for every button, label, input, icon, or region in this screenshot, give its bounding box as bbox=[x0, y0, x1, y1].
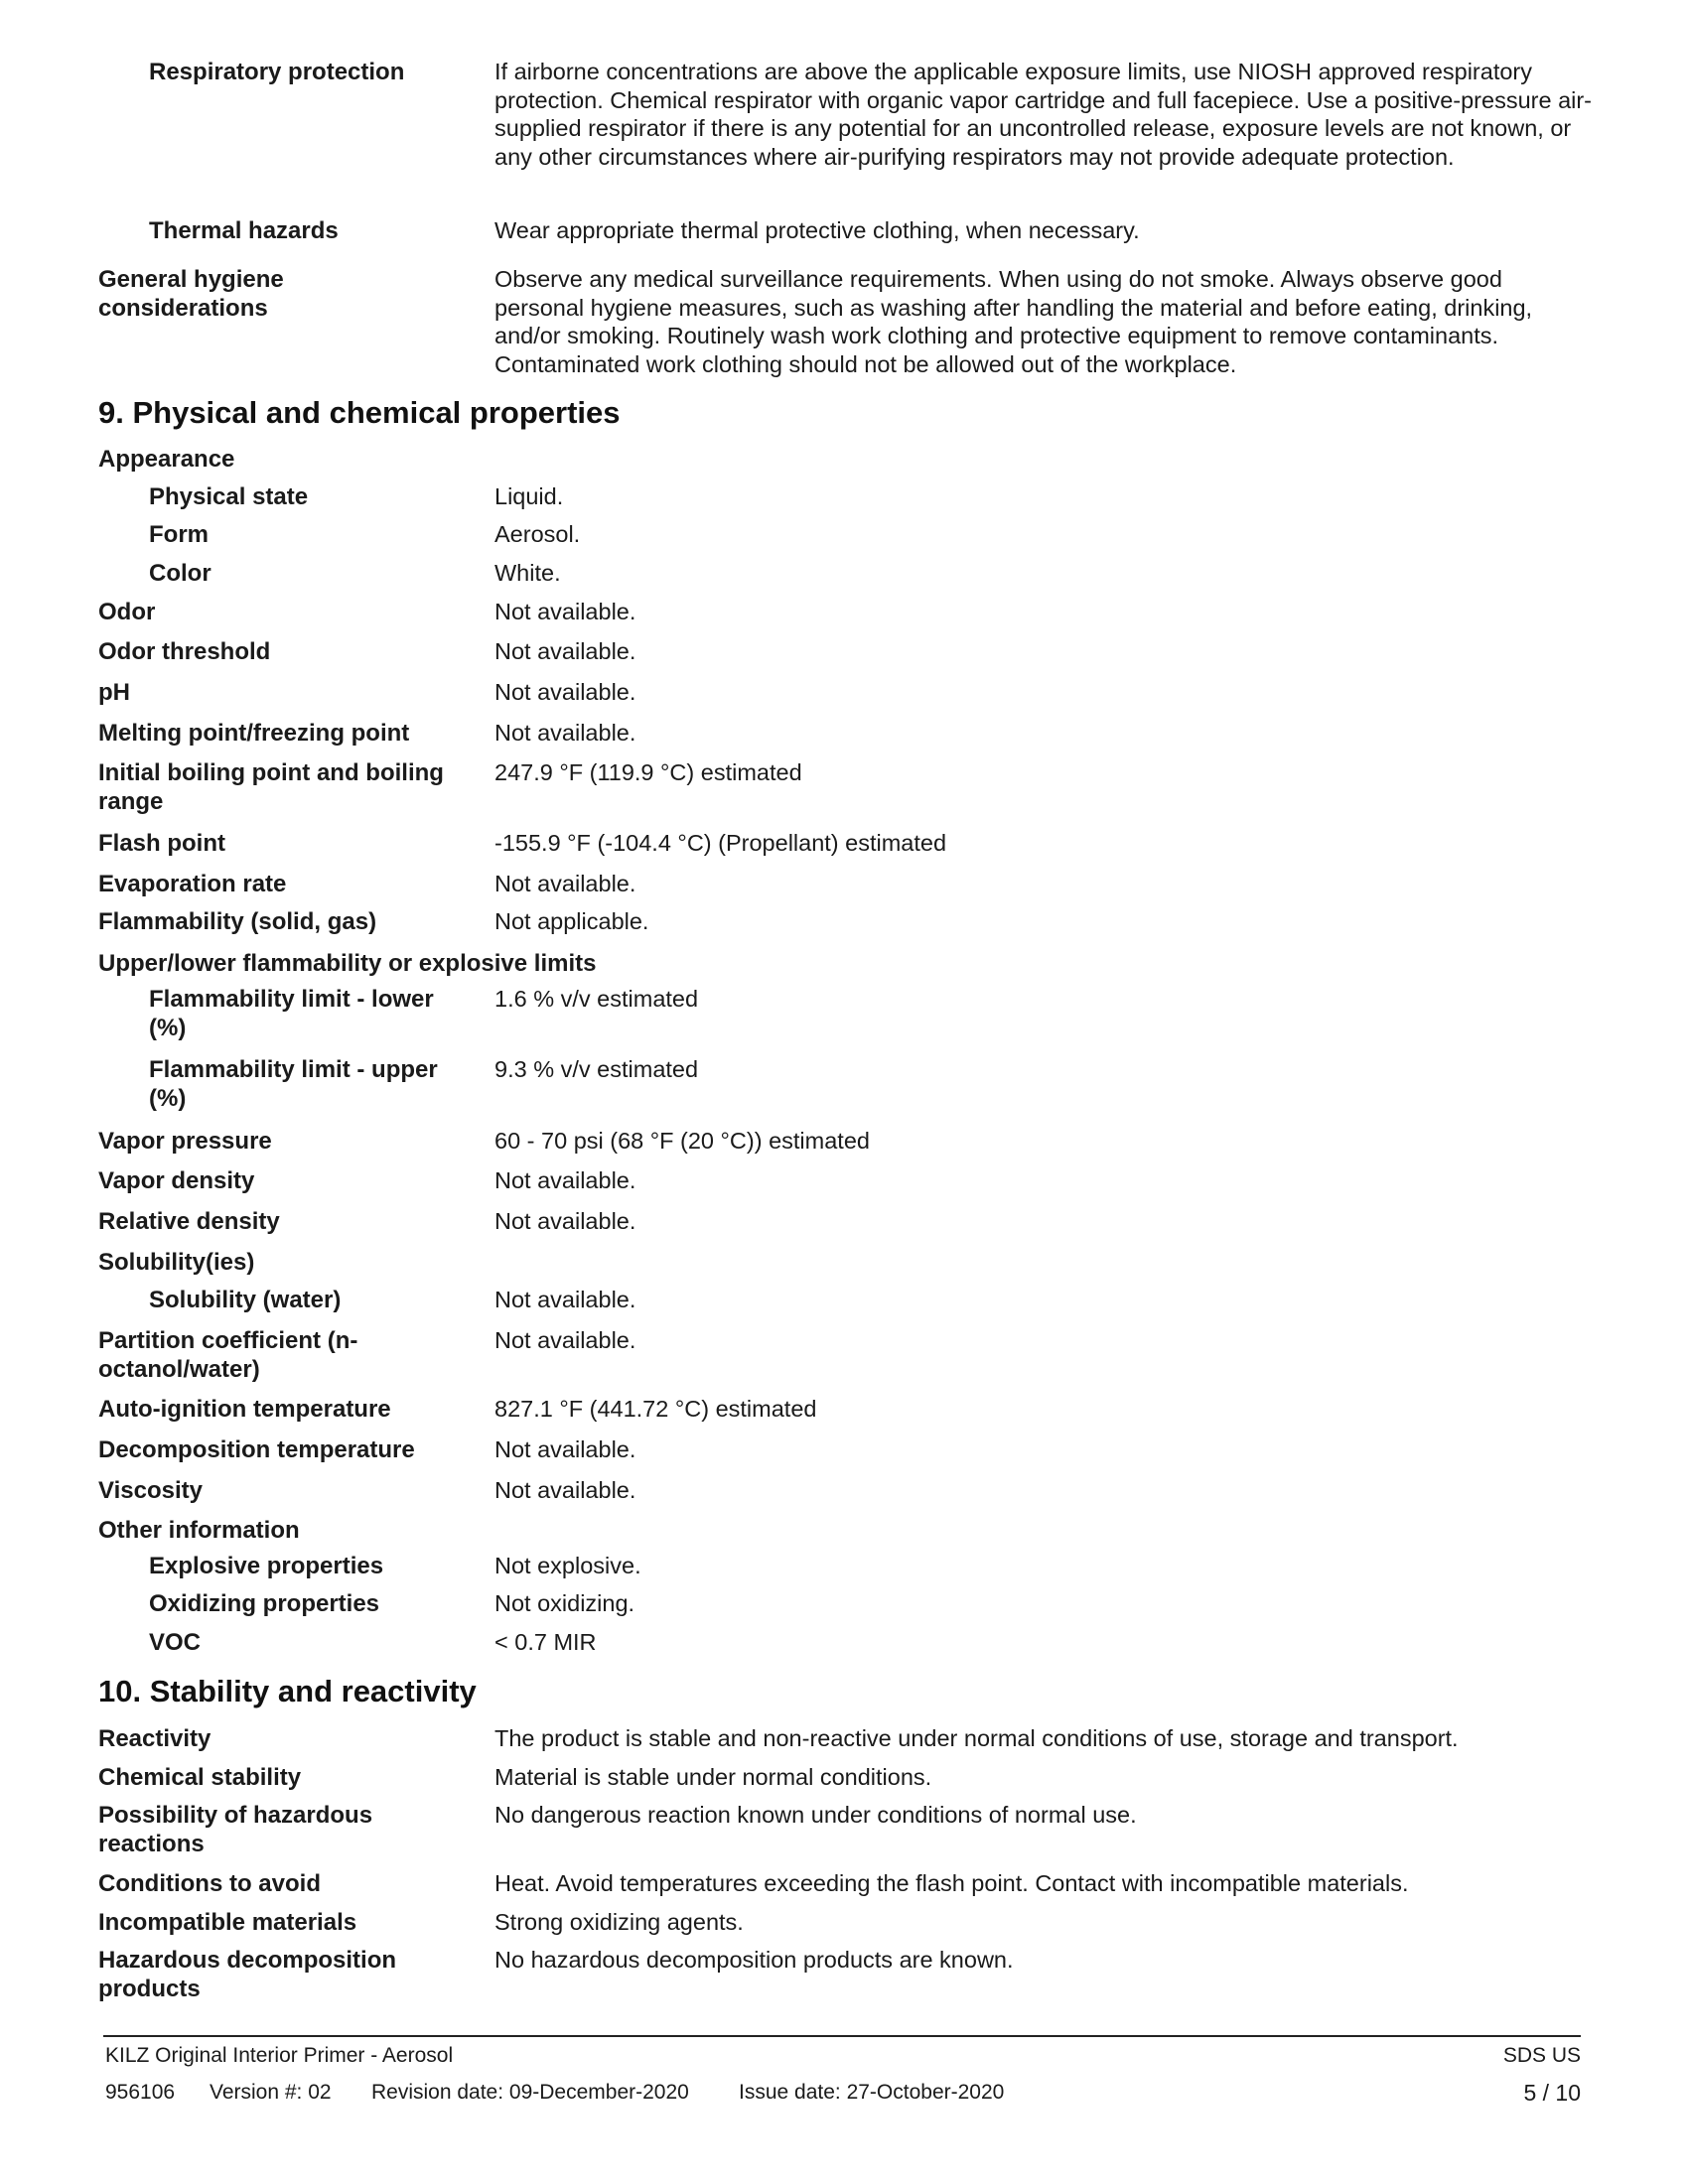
melting-point-label: Melting point/freezing point bbox=[98, 720, 410, 747]
voc-label: VOC bbox=[149, 1629, 202, 1656]
respiratory-protection-label: Respiratory protection bbox=[149, 59, 405, 85]
color-label: Color bbox=[149, 560, 211, 587]
appearance-heading: Appearance bbox=[98, 446, 235, 473]
ph-label: pH bbox=[98, 679, 130, 706]
vapor-density-label: Vapor density bbox=[98, 1167, 255, 1194]
solubilities-heading: Solubility(ies) bbox=[98, 1249, 255, 1276]
footer-issue-date: Issue date: 27-October-2020 bbox=[739, 2081, 1005, 2104]
footer-version: Version #: 02 bbox=[210, 2081, 332, 2104]
conditions-to-avoid-value: Heat. Avoid temperatures exceeding the flash point. Contact with incompatible materials. bbox=[494, 1870, 1409, 1896]
solubility-water-label: Solubility (water) bbox=[149, 1287, 342, 1313]
boiling-point-value: 247.9 °F (119.9 °C) estimated bbox=[494, 759, 802, 785]
section-10-title: 10. Stability and reactivity bbox=[98, 1674, 477, 1708]
flammability-limits-heading: Upper/lower flammability or explosive limits bbox=[98, 950, 597, 977]
solubility-water-value: Not available. bbox=[494, 1287, 636, 1312]
general-hygiene-value: Observe any medical surveillance requirements. When using do not smoke. Always observe good personal hygiene measures, such as washing after handling the material and before eating, drinking, and/or smoking. Routinely wash work clothing and protective equipment to remove contaminants. Contaminated work clothing should not be allowed out of the workplace. bbox=[494, 266, 1533, 377]
footer-page-number: 5 / 10 bbox=[1523, 2080, 1581, 2106]
evaporation-rate-label: Evaporation rate bbox=[98, 871, 287, 897]
odor-label: Odor bbox=[98, 599, 156, 625]
decomposition-temperature-label: Decomposition temperature bbox=[98, 1436, 415, 1463]
voc-value: < 0.7 MIR bbox=[494, 1629, 597, 1655]
incompatible-materials-label: Incompatible materials bbox=[98, 1909, 357, 1936]
thermal-hazards-label: Thermal hazards bbox=[149, 217, 339, 244]
odor-threshold-value: Not available. bbox=[494, 638, 636, 664]
explosive-properties-value: Not explosive. bbox=[494, 1553, 641, 1578]
viscosity-label: Viscosity bbox=[98, 1477, 203, 1504]
general-hygiene-label: General hygiene considerations bbox=[98, 266, 284, 322]
hazardous-reactions-value: No dangerous reaction known under conditions of normal use. bbox=[494, 1802, 1137, 1828]
chemical-stability-value: Material is stable under normal conditions. bbox=[494, 1764, 932, 1790]
hazardous-decomposition-label: Hazardous decomposition products bbox=[98, 1947, 397, 2002]
reactivity-label: Reactivity bbox=[98, 1725, 211, 1752]
partition-coefficient-value: Not available. bbox=[494, 1327, 636, 1353]
reactivity-value: The product is stable and non-reactive under normal conditions of use, storage and transport. bbox=[494, 1725, 1459, 1751]
respiratory-protection-value: If airborne concentrations are above the applicable exposure limits, use NIOSH approved respiratory protection. Chemical respirator with organic vapor cartridge and full facepiece. Use a positive-pressure air-supplied respirator if there is any potential for an uncontrolled release, exposure levels are not known, or any other circumstances where air-purifying respirators may not provide adequate protection. bbox=[494, 59, 1593, 170]
vapor-pressure-value: 60 - 70 psi (68 °F (20 °C)) estimated bbox=[494, 1128, 870, 1154]
physical-state-label: Physical state bbox=[149, 483, 309, 510]
conditions-to-avoid-label: Conditions to avoid bbox=[98, 1870, 321, 1897]
flammability-limit-upper-label: Flammability limit - upper (%) bbox=[149, 1056, 438, 1112]
flammability-limit-lower-value: 1.6 % v/v estimated bbox=[494, 986, 699, 1012]
flammability-limit-upper-value: 9.3 % v/v estimated bbox=[494, 1056, 699, 1082]
footer-divider bbox=[103, 2035, 1581, 2037]
flammability-value: Not applicable. bbox=[494, 908, 649, 934]
thermal-hazards-value: Wear appropriate thermal protective clothing, when necessary. bbox=[494, 217, 1140, 243]
physical-state-value: Liquid. bbox=[494, 483, 564, 509]
flammability-label: Flammability (solid, gas) bbox=[98, 908, 377, 935]
evaporation-rate-value: Not available. bbox=[494, 871, 636, 896]
odor-threshold-label: Odor threshold bbox=[98, 638, 271, 665]
flammability-limit-lower-label: Flammability limit - lower (%) bbox=[149, 986, 434, 1041]
hazardous-decomposition-value: No hazardous decomposition products are known. bbox=[494, 1947, 1014, 1973]
footer-product-code: 956106 bbox=[105, 2081, 176, 2104]
section-9-title: 9. Physical and chemical properties bbox=[98, 395, 621, 430]
auto-ignition-value: 827.1 °F (441.72 °C) estimated bbox=[494, 1396, 817, 1422]
auto-ignition-label: Auto-ignition temperature bbox=[98, 1396, 391, 1423]
melting-point-value: Not available. bbox=[494, 720, 636, 746]
vapor-pressure-label: Vapor pressure bbox=[98, 1128, 272, 1155]
hazardous-reactions-label: Possibility of hazardous reactions bbox=[98, 1802, 373, 1857]
chemical-stability-label: Chemical stability bbox=[98, 1764, 302, 1791]
explosive-properties-label: Explosive properties bbox=[149, 1553, 384, 1579]
flash-point-label: Flash point bbox=[98, 830, 225, 857]
relative-density-label: Relative density bbox=[98, 1208, 280, 1235]
odor-value: Not available. bbox=[494, 599, 636, 624]
footer-revision-date: Revision date: 09-December-2020 bbox=[371, 2081, 689, 2104]
form-label: Form bbox=[149, 521, 209, 548]
form-value: Aerosol. bbox=[494, 521, 581, 547]
footer-doc-type: SDS US bbox=[1502, 2044, 1581, 2067]
vapor-density-value: Not available. bbox=[494, 1167, 636, 1193]
oxidizing-properties-label: Oxidizing properties bbox=[149, 1590, 380, 1617]
decomposition-temperature-value: Not available. bbox=[494, 1436, 636, 1462]
flash-point-value: -155.9 °F (-104.4 °C) (Propellant) estimated bbox=[494, 830, 947, 856]
oxidizing-properties-value: Not oxidizing. bbox=[494, 1590, 635, 1616]
boiling-point-label: Initial boiling point and boiling range bbox=[98, 759, 444, 815]
relative-density-value: Not available. bbox=[494, 1208, 636, 1234]
partition-coefficient-label: Partition coefficient (n-octanol/water) bbox=[98, 1327, 358, 1383]
ph-value: Not available. bbox=[494, 679, 636, 705]
viscosity-value: Not available. bbox=[494, 1477, 636, 1503]
incompatible-materials-value: Strong oxidizing agents. bbox=[494, 1909, 744, 1935]
footer-product-name: KILZ Original Interior Primer - Aerosol bbox=[105, 2044, 454, 2067]
other-information-heading: Other information bbox=[98, 1517, 300, 1544]
color-value: White. bbox=[494, 560, 561, 586]
